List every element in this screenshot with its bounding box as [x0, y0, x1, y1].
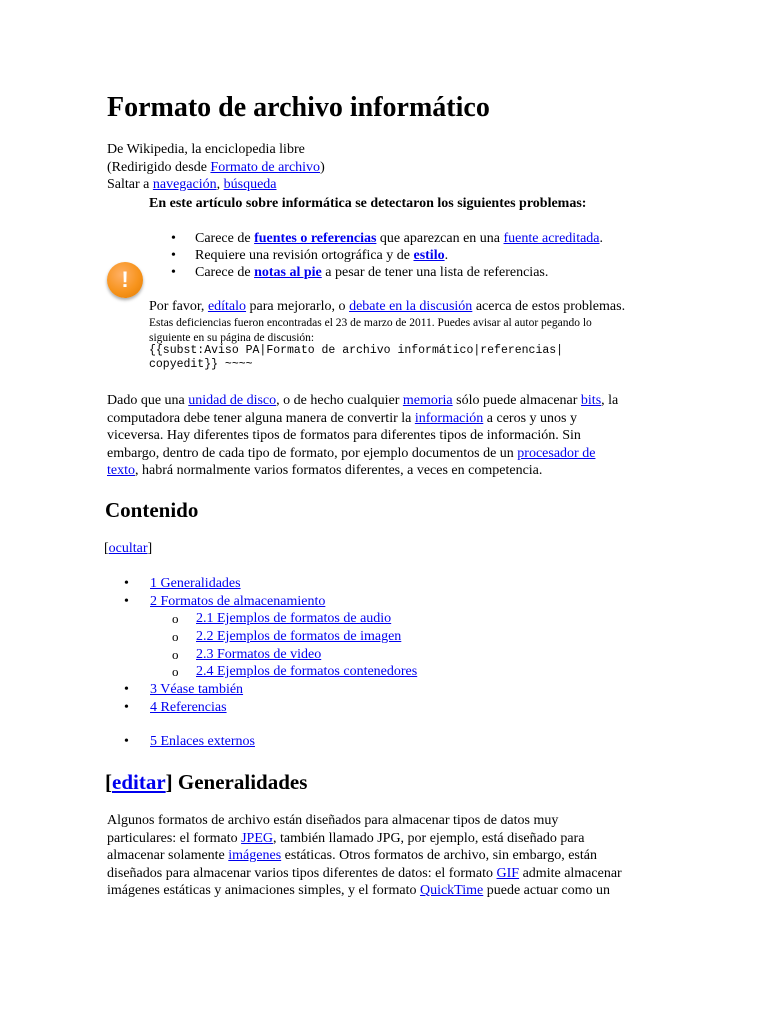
- intro-text: sólo puede almacenar: [452, 393, 581, 408]
- gen-text: estáticas. Otros formatos de archivo, sin embargo, están: [281, 848, 597, 863]
- maintenance-issues-list: [171, 230, 603, 281]
- gen-text: , también llamado JPG, por ejemplo, está diseñado para: [273, 830, 585, 846]
- issue-text: Carece de: [195, 231, 255, 246]
- page-title: Formato de archivo informático: [107, 92, 490, 123]
- article-meta: [107, 141, 325, 194]
- disk-unit-link[interactable]: unidad de disco: [188, 393, 277, 408]
- toc-hide-link[interactable]: ocultar: [108, 541, 148, 556]
- toc-item: [122, 699, 417, 717]
- information-link[interactable]: información: [414, 410, 484, 426]
- issue-text: Carece de: [195, 265, 255, 280]
- jump-navigation-link[interactable]: navegación: [152, 177, 217, 192]
- issue-link-footnotes[interactable]: notas al pie: [254, 265, 322, 280]
- small-print-line: Estas deficiencias fueron encontradas el 23 de marzo de 2011. Puedes avisar al autor pegando lo: [149, 317, 592, 329]
- toc-link-formatos-almacenamiento[interactable]: 2 Formatos de almacenamiento: [150, 593, 326, 609]
- issue-text: .: [599, 231, 604, 246]
- please-text: acerca de estos problemas.: [472, 299, 626, 314]
- gen-text: admite almacenar: [519, 865, 622, 881]
- redirect-suffix: ): [320, 159, 325, 175]
- issue-link-sources[interactable]: fuentes o referencias: [254, 231, 377, 246]
- intro-line: [107, 410, 667, 428]
- please-text: Por favor,: [149, 299, 208, 314]
- gif-link[interactable]: GIF: [496, 865, 520, 881]
- issue-item: [171, 247, 603, 264]
- code-line: copyedit}} ~~~~: [149, 358, 253, 371]
- toc-subitem: [122, 610, 417, 628]
- section-heading-generalidades: [105, 769, 307, 795]
- toc-item: [122, 593, 417, 611]
- issue-text: Requiere una revisión ortográfica y de: [195, 248, 414, 263]
- issue-link-style[interactable]: estilo: [413, 248, 445, 263]
- discussion-link[interactable]: debate en la discusión: [349, 299, 473, 314]
- intro-text: embargo, dentro de cada tipo de formato, por ejemplo documentos de un: [107, 445, 518, 461]
- gen-line: Algunos formatos de archivo están diseñados para almacenar tipos de datos muy: [107, 813, 559, 828]
- intro-text: , la: [601, 393, 619, 408]
- edit-it-link[interactable]: edítalo: [207, 299, 247, 314]
- gen-line: [107, 865, 667, 883]
- word-processor-link[interactable]: procesador de: [517, 445, 596, 461]
- toc-link-vease-tambien[interactable]: 3 Véase también: [150, 682, 244, 698]
- toc-item: [122, 733, 255, 751]
- gen-text: imágenes estáticas y animaciones simples, y el formato: [107, 883, 420, 898]
- images-link[interactable]: imágenes: [228, 848, 282, 863]
- bits-link[interactable]: bits: [580, 393, 602, 408]
- issue-text: a pesar de tener una lista de referencias.: [321, 265, 549, 280]
- toc-subitem: [122, 663, 417, 681]
- toc-subitem: [122, 628, 417, 646]
- redirect-prefix: (Redirigido desde: [107, 159, 211, 175]
- gen-text: puede actuar como un: [483, 883, 610, 898]
- intro-text: , habrá normalmente varios formatos diferentes, a veces en competencia.: [135, 463, 543, 478]
- generalidades-paragraph: [107, 812, 667, 900]
- toc-list-extra: [122, 733, 255, 751]
- intro-line: [107, 462, 667, 480]
- gen-line: [107, 847, 667, 865]
- toc-bracket: [: [104, 541, 109, 556]
- warning-icon: [107, 262, 143, 298]
- warning-icon-glyph: !: [121, 267, 129, 292]
- small-print-line: siguiente en su página de discusión:: [149, 332, 315, 344]
- jump-prefix: Saltar a: [107, 177, 153, 192]
- gen-line: [107, 882, 667, 900]
- intro-text: a ceros y unos y: [483, 410, 577, 426]
- issue-text: que aparezcan en una: [376, 231, 504, 246]
- toc-item: [122, 681, 417, 699]
- toc-subitem: [122, 646, 417, 664]
- maintenance-notice-heading: En este artículo sobre informática se detectaron los siguientes problemas:: [149, 196, 587, 211]
- notice-template-code: [149, 344, 563, 372]
- notice-small-print: [149, 316, 592, 346]
- intro-text: computadora debe tener alguna manera de convertir la: [107, 410, 415, 426]
- word-processor-link-cont[interactable]: texto: [107, 463, 135, 478]
- edit-bracket: ]: [165, 770, 178, 794]
- toc-bracket: ]: [147, 541, 153, 556]
- intro-line: [107, 392, 667, 410]
- toc-link-generalidades[interactable]: 1 Generalidades: [150, 576, 241, 591]
- notice-please-line: [149, 298, 625, 316]
- jump-links: [107, 176, 325, 194]
- gen-text: particulares: el formato: [107, 830, 242, 846]
- toc-heading: Contenido: [105, 498, 199, 522]
- issue-item: [171, 264, 603, 281]
- jpeg-link[interactable]: JPEG: [241, 830, 274, 846]
- toc-item: [122, 575, 417, 593]
- intro-line: [107, 445, 667, 463]
- gen-text: diseñados para almacenar varios tipos diferentes de datos: el formato: [107, 865, 497, 881]
- jump-search-link[interactable]: búsqueda: [223, 177, 277, 192]
- redirect-source-link[interactable]: Formato de archivo: [210, 159, 321, 175]
- gen-line: [107, 830, 667, 848]
- section-heading-text: Generalidades: [177, 770, 308, 794]
- toc-toggle: [104, 540, 152, 558]
- toc-list: [122, 575, 417, 717]
- code-line: {{subst:Aviso PA|Formato de archivo informático|referencias|: [149, 344, 564, 357]
- intro-text: Dado que una: [107, 393, 189, 408]
- edit-section-link[interactable]: editar: [112, 770, 166, 794]
- toc-link-imagen[interactable]: 2.2 Ejemplos de formatos de imagen: [196, 629, 402, 645]
- site-tagline: De Wikipedia, la enciclopedia libre: [107, 142, 305, 157]
- toc-link-audio[interactable]: 2.1 Ejemplos de formatos de audio: [196, 611, 392, 627]
- quicktime-link[interactable]: QuickTime: [419, 883, 484, 898]
- toc-link-video[interactable]: 2.3 Formatos de video: [196, 646, 322, 662]
- memory-link[interactable]: memoria: [402, 393, 453, 408]
- gen-text: almacenar solamente: [107, 848, 229, 863]
- toc-link-enlaces-externos[interactable]: 5 Enlaces externos: [150, 734, 255, 749]
- please-text: para mejorarlo, o: [246, 299, 350, 314]
- toc-link-referencias[interactable]: 4 Referencias: [150, 699, 227, 715]
- redirect-note: [107, 159, 325, 177]
- intro-paragraph: [107, 392, 667, 480]
- toc-link-contenedores[interactable]: 2.4 Ejemplos de formatos contenedores: [196, 664, 418, 680]
- issue-text: .: [444, 248, 449, 263]
- intro-line: viceversa. Hay diferentes tipos de formatos para diferentes tipos de información. Sin: [107, 428, 581, 443]
- issue-item: [171, 230, 603, 247]
- edit-bracket: [: [105, 770, 112, 794]
- issue-link-reliable-source[interactable]: fuente acreditada: [503, 231, 600, 246]
- jump-separator: ,: [216, 177, 224, 192]
- intro-text: , o de hecho cualquier: [276, 393, 403, 408]
